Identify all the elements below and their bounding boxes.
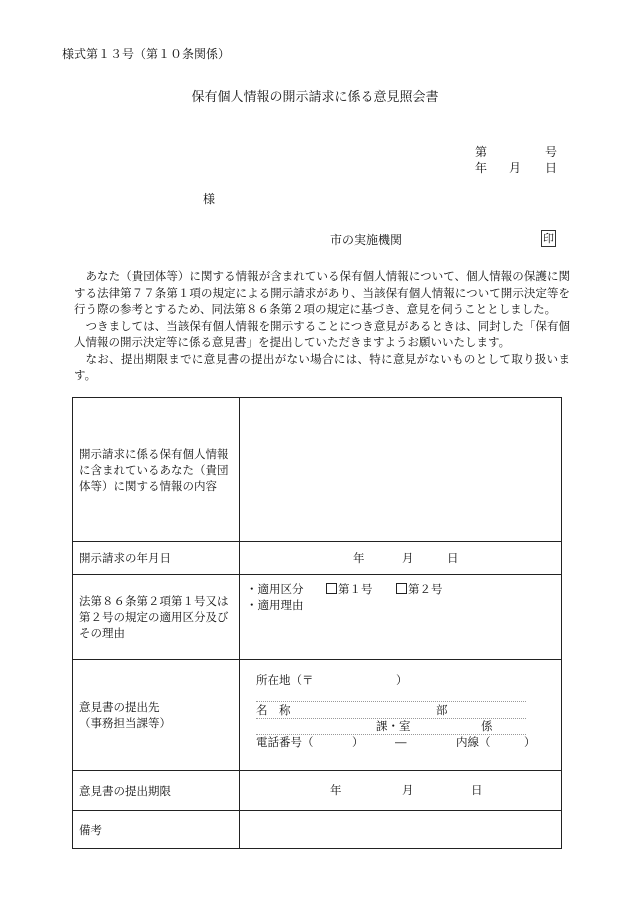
phone-dash: ―: [395, 735, 407, 749]
application-category-label: ・適用区分: [246, 582, 304, 596]
extension-close: ）: [524, 735, 536, 749]
inquiry-form-table: [72, 397, 562, 849]
address-label: 所在地（〒: [256, 673, 314, 687]
number-label-dai: 第: [475, 145, 488, 159]
label-request-date: 開示請求の年月日: [73, 542, 240, 575]
dept-ka-label: 課・室: [376, 719, 411, 733]
body-text: [74, 268, 570, 384]
deadline-day-label: 日: [471, 783, 483, 797]
phone-close: ）: [352, 735, 364, 749]
field-submission-dest: [240, 660, 562, 771]
row-info-content: [73, 398, 562, 542]
request-day-label: 日: [447, 551, 459, 565]
row-deadline: [73, 771, 562, 811]
option-no1[interactable]: 第１号: [326, 581, 373, 598]
field-request-date[interactable]: [240, 542, 562, 575]
option-no2[interactable]: 第２号: [396, 581, 443, 598]
label-info-content: 開示請求に係る保有個人情報に含まれているあなた（貴団体等）に関する情報の内容: [73, 398, 240, 542]
body-paragraph-2: つきましては、当該保有個人情報を開示することにつき意見があるときは、同封した「保有個人情報の開示決定等に係る意見書」を提出していただきますようお願いいたします。: [74, 318, 570, 349]
field-remarks[interactable]: [240, 811, 562, 849]
address-close: ）: [396, 673, 408, 687]
label-application: 法第８６条第２項第１号又は第２号の規定の適用区分及びその理由: [73, 575, 240, 660]
divider: [256, 701, 526, 702]
dept-bu-label: 部: [436, 703, 448, 717]
body-paragraph-3: なお、提出期限までに意見書の提出がない場合には、特に意見がないものとして取り扱います。: [74, 351, 570, 382]
document-title: 保有個人情報の開示請求に係る意見照会書: [191, 90, 439, 105]
issue-year-label: 年: [475, 161, 488, 175]
dept-kakari-label: 係: [481, 719, 493, 733]
number-label-go: 号: [545, 145, 558, 159]
phone-label: 電話番号（: [256, 735, 314, 749]
label-submission-dest-line2: （事務担当課等）: [79, 716, 171, 730]
label-deadline: 意見書の提出期限: [73, 771, 240, 811]
deadline-year-label: 年: [330, 783, 342, 797]
label-submission-dest-line1: 意見書の提出先: [79, 700, 160, 714]
name-label: 名 称: [256, 703, 291, 717]
field-deadline[interactable]: [240, 771, 562, 811]
row-application: [73, 575, 562, 660]
seal-stamp: 印: [543, 232, 554, 245]
request-month-label: 月: [402, 551, 414, 565]
issuer-name: 市の実施機関: [330, 233, 403, 247]
form-number: 様式第１３号（第１０条関係）: [62, 47, 231, 61]
field-application: [240, 575, 562, 660]
application-reason-label: ・適用理由: [246, 598, 304, 612]
label-submission-dest: [73, 660, 240, 771]
row-submission-dest: [73, 660, 562, 771]
checkbox-icon[interactable]: [396, 583, 407, 594]
extension-label: 内線（: [456, 735, 491, 749]
row-request-date: [73, 542, 562, 575]
deadline-month-label: 月: [402, 783, 414, 797]
issue-month-label: 月: [509, 161, 522, 175]
issue-day-label: 日: [545, 161, 558, 175]
body-paragraph-1: あなた（貴団体等）に関する情報が含まれている保有個人情報について、個人情報の保護に関する法律第７７条第１項の規定による開示請求があり、当該保有個人情報について開示決定等を行う際の参考とするため、同法第８６条第２項の規定に基づき、意見を伺うこととしました。: [74, 269, 570, 316]
addressee-suffix: 様: [203, 192, 216, 206]
row-remarks: [73, 811, 562, 849]
field-info-content[interactable]: [240, 398, 562, 542]
checkbox-icon[interactable]: [326, 583, 337, 594]
request-year-label: 年: [353, 551, 365, 565]
label-remarks: 備考: [73, 811, 240, 849]
